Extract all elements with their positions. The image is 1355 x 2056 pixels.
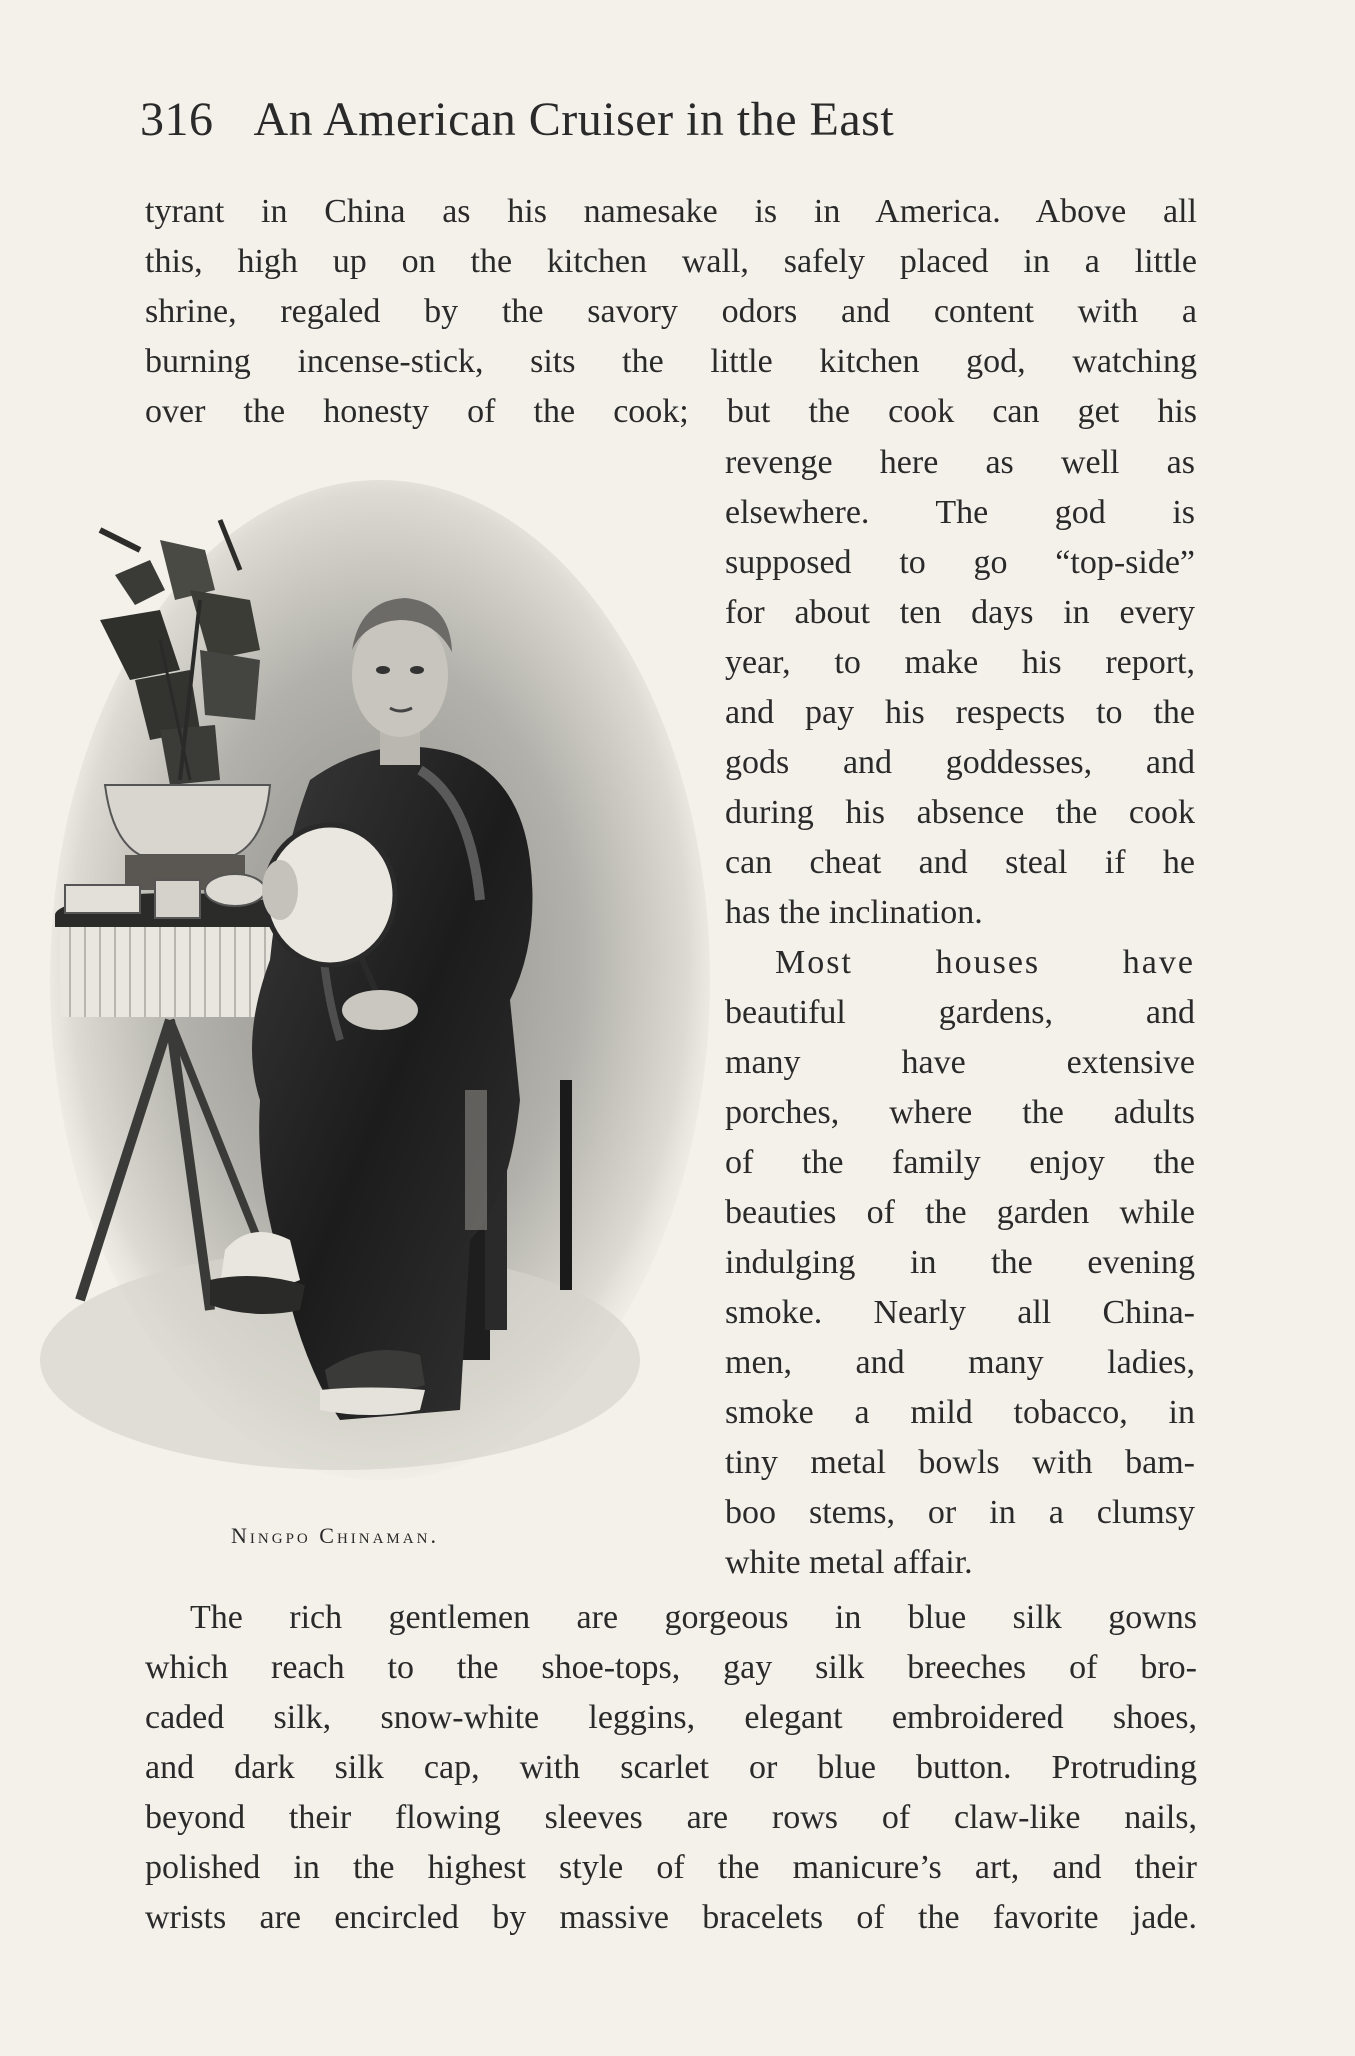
text-line: beyond their flowing sleeves are rows of claw-like nails, bbox=[145, 1799, 1197, 1836]
text-line: and dark silk cap, with scarlet or blue button. Protruding bbox=[145, 1749, 1197, 1786]
text-line: boo stems, or in a clumsy bbox=[725, 1494, 1195, 1531]
text-line: year, to make his report, bbox=[725, 644, 1195, 681]
text-line: polished in the highest style of the manicure’s art, and their bbox=[145, 1849, 1197, 1886]
text-line: can cheat and steal if he bbox=[725, 844, 1195, 881]
text-line: and pay his respects to the bbox=[725, 694, 1195, 731]
text-line: smoke. Nearly all China- bbox=[725, 1294, 1195, 1331]
text-line: The rich gentlemen are gorgeous in blue silk gowns bbox=[190, 1599, 1197, 1636]
text-line: smoke a mild tobacco, in bbox=[725, 1394, 1195, 1431]
page-number: 316 bbox=[140, 93, 214, 146]
text-line: caded silk, snow-white leggins, elegant embroidered shoes, bbox=[145, 1699, 1197, 1736]
text-line: elsewhere. The god is bbox=[725, 494, 1195, 531]
running-title: An American Cruiser in the East bbox=[253, 93, 895, 146]
seated-man-photograph bbox=[40, 480, 710, 1500]
text-line: Most houses have bbox=[775, 944, 1195, 981]
text-line: beauties of the garden while bbox=[725, 1194, 1195, 1231]
text-line: porches, where the adults bbox=[725, 1094, 1195, 1131]
text-line: burning incense-stick, sits the little kitchen god, watching bbox=[145, 343, 1197, 380]
text-line: supposed to go “top-side” bbox=[725, 544, 1195, 581]
text-line: revenge here as well as bbox=[725, 444, 1195, 481]
text-line: for about ten days in every bbox=[725, 594, 1195, 631]
text-line: during his absence the cook bbox=[725, 794, 1195, 831]
text-line: tiny metal bowls with bam- bbox=[725, 1444, 1195, 1481]
text-line: men, and many ladies, bbox=[725, 1344, 1195, 1381]
figure-caption: Ningpo Chinaman. bbox=[231, 1523, 439, 1548]
flower-pot bbox=[105, 785, 270, 855]
text-line: white metal affair. bbox=[725, 1544, 973, 1581]
text-line: this, high up on the kitchen wall, safely placed in a little bbox=[145, 243, 1197, 280]
text-line: wrists are encircled by massive bracelets of the favorite jade. bbox=[145, 1899, 1197, 1936]
text-line: tyrant in China as his namesake is in America. Above all bbox=[145, 193, 1197, 230]
text-line: indulging in the evening bbox=[725, 1244, 1195, 1281]
text-line: many have extensive bbox=[725, 1044, 1195, 1081]
text-line: has the inclination. bbox=[725, 894, 983, 931]
text-line: over the honesty of the cook; but the cook can get his bbox=[145, 393, 1197, 430]
running-header bbox=[140, 92, 1200, 147]
text-line: which reach to the shoe-tops, gay silk breeches of bro- bbox=[145, 1649, 1197, 1686]
text-line: beautiful gardens, and bbox=[725, 994, 1195, 1031]
text-line: shrine, regaled by the savory odors and content with a bbox=[145, 293, 1197, 330]
text-line: of the family enjoy the bbox=[725, 1144, 1195, 1181]
text-line: gods and goddesses, and bbox=[725, 744, 1195, 781]
